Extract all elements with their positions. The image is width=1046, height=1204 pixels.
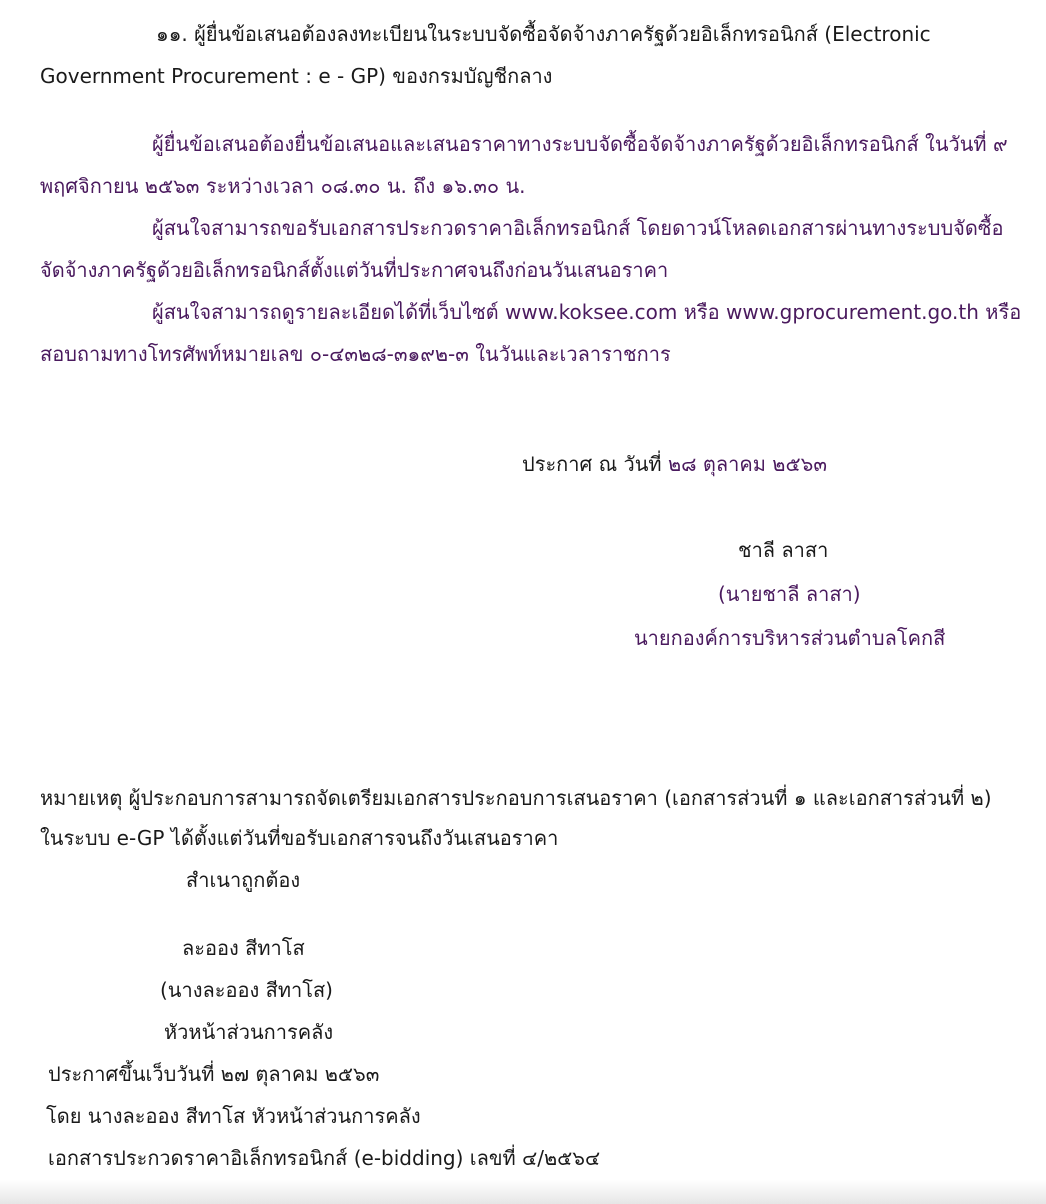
download-line-1: ผู้สนใจสามารถขอรับเอกสารประกวดราคาอิเล็กทรอนิกส์ โดยดาวน์โหลดเอกสารผ่านทางระบบจัดซื้อ <box>152 216 1004 240</box>
website-line-1: ผู้สนใจสามารถดูรายละเอียดได้ที่เว็บไซต์ www.koksee.com หรือ www.gprocurement.go.th หรือ <box>152 300 1022 324</box>
page-bottom-shadow <box>0 1180 1046 1204</box>
download-line-2: จัดจ้างภาครัฐด้วยอิเล็กทรอนิกส์ตั้งแต่วันที่ประกาศจนถึงก่อนวันเสนอราคา <box>40 258 669 282</box>
certifier-position: หัวหน้าส่วนการคลัง <box>164 1020 334 1044</box>
signatory-signed-name: ชาลี ลาสา <box>738 538 829 562</box>
website-line-2: สอบถามทางโทรศัพท์หมายเลข ๐-๔๓๒๘-๓๑๙๒-๓ ในวันและเวลาราชการ <box>40 342 671 366</box>
posted-on-date: ประกาศขึ้นเว็บวันที่ ๒๗ ตุลาคม ๒๕๖๓ <box>48 1062 380 1086</box>
document-number: เอกสารประกวดราคาอิเล็กทรอนิกส์ (e-bidding) เลขที่ ๔/๒๕๖๔ <box>48 1146 601 1170</box>
note-line-2: ในระบบ e-GP ได้ตั้งแต่วันที่ขอรับเอกสารจนถึงวันเสนอราคา <box>40 826 559 850</box>
note-line-1: หมายเหตุ ผู้ประกอบการสามารถจัดเตรียมเอกสารประกอบการเสนอราคา (เอกสารส่วนที่ ๑ และเอกสารส่วนที่ ๒) <box>40 786 992 810</box>
certifier-full-name: (นางละออง สีทาโส) <box>160 978 333 1002</box>
signatory-full-name: (นายชาลี ลาสา) <box>718 582 861 606</box>
posted-by: โดย นางละออง สีทาโส หัวหน้าส่วนการคลัง <box>46 1104 421 1128</box>
cut-off-previous-line <box>40 0 500 4</box>
announcement-date-line <box>522 452 827 476</box>
certifier-signed-name: ละออง สีทาโส <box>182 936 305 960</box>
signatory-position: นายกองค์การบริหารส่วนตำบลโคกสี <box>634 626 946 650</box>
item-11-line-2: Government Procurement : e - GP) ของกรมบัญชีกลาง <box>40 64 553 88</box>
announcement-date: ๒๘ ตุลาคม ๒๕๖๓ <box>667 452 827 476</box>
item-11-line-1: ๑๑. ผู้ยื่นข้อเสนอต้องลงทะเบียนในระบบจัดซื้อจัดจ้างภาครัฐด้วยอิเล็กทรอนิกส์ (Electronic <box>156 22 931 46</box>
submission-line-1: ผู้ยื่นข้อเสนอต้องยื่นข้อเสนอและเสนอราคาทางระบบจัดซื้อจัดจ้างภาครัฐด้วยอิเล็กทรอนิกส์ ในวันที่ ๙ <box>152 132 1008 156</box>
announcement-prefix: ประกาศ ณ วันที่ <box>522 452 662 476</box>
certified-copy-label: สำเนาถูกต้อง <box>186 868 301 892</box>
submission-line-2: พฤศจิกายน ๒๕๖๓ ระหว่างเวลา ๐๘.๓๐ น. ถึง ๑๖.๓๐ น. <box>40 174 526 198</box>
